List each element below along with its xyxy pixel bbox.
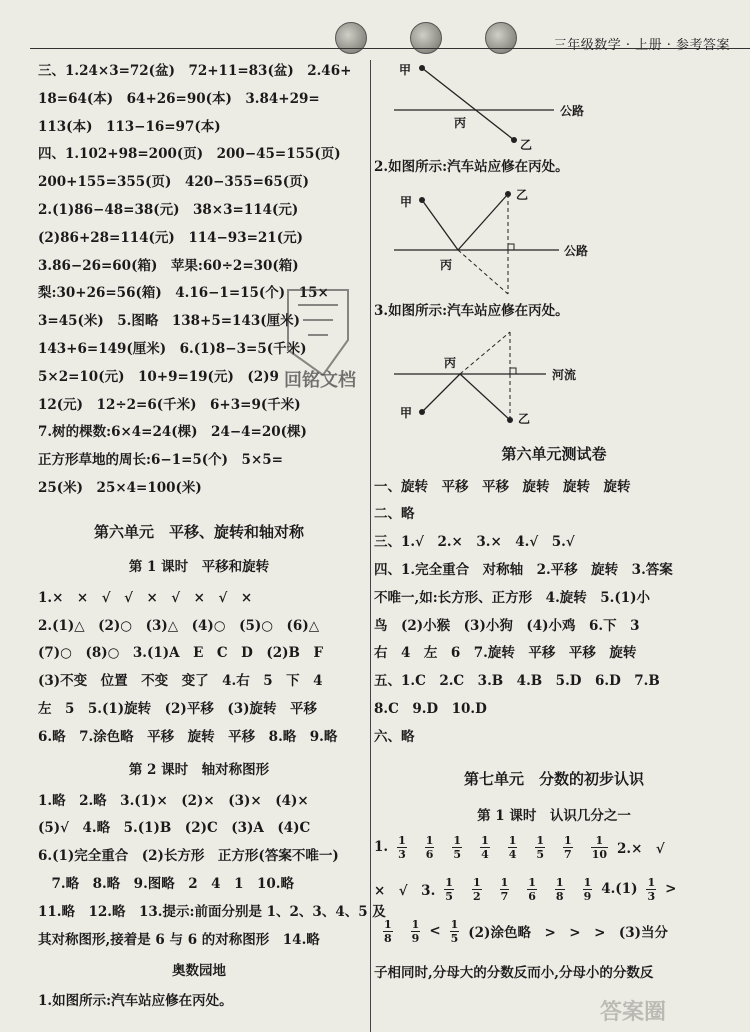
answer-line: (7)○ (8)○ 3.(1)A E C D (2)B F (38, 645, 324, 662)
fraction (527, 876, 537, 903)
point-b-label: 乙 (520, 138, 533, 152)
answer-line: 三、1.24×3=72(盆) 72+11=83(盆) 2.46+ (38, 63, 352, 79)
answer-line: 梨:30+26=56(箱) 4.16−1=15(个) 15× (38, 285, 329, 302)
fraction-row-text: × √ 3. (374, 883, 436, 900)
denominator: 4 (508, 847, 517, 861)
answer-line: (3)不变 位置 不变 变了 4.右 5 下 4 (38, 673, 323, 690)
point-a-label: 甲 (399, 63, 412, 77)
decorative-emblem-icon (335, 22, 367, 54)
denominator: 9 (411, 931, 420, 945)
denominator: 5 (536, 847, 545, 861)
numerator: 1 (591, 834, 608, 848)
right-column (374, 58, 734, 987)
fraction-row-text: 4.(1) (601, 881, 638, 898)
point-b-label: 乙 (518, 411, 531, 426)
answer-line: 2.(1)86−48=38(元) 38×3=114(元) (38, 201, 299, 218)
numerator: 1 (453, 833, 462, 847)
numerator: 1 (508, 833, 517, 847)
fraction (646, 876, 656, 903)
bus-stop-diagram-2 (374, 182, 734, 298)
point-c-label: 丙 (440, 257, 453, 272)
answer-line: 12(元) 12÷2=6(千米) 6+3=9(千米) (38, 396, 301, 413)
denominator: 5 (453, 847, 462, 861)
answer-line: 7.树的棵数:6×4=24(棵) 24−4=20(棵) (38, 424, 307, 441)
denominator: 9 (583, 889, 592, 903)
point-c-label: 丙 (454, 116, 467, 130)
fraction-row-text: 2.× √ (617, 841, 665, 858)
fraction (583, 876, 593, 903)
fraction (563, 834, 573, 861)
answer-line: 一、旋转 平移 平移 旋转 旋转 旋转 (374, 478, 631, 495)
answer-line: 25(米) 25×4=100(米) (38, 479, 202, 496)
fraction (535, 834, 545, 861)
fraction (450, 918, 460, 945)
fraction (411, 918, 421, 945)
denominator: 6 (425, 847, 434, 861)
numerator: 1 (564, 833, 572, 847)
answer-line: 其对称图形,接着是 6 与 6 的对称图形 14.略 (38, 931, 320, 948)
numerator: 1 (555, 875, 564, 889)
header-rule (30, 48, 750, 49)
denominator: 10 (591, 847, 607, 861)
note-2: 2.如图所示:汽车站应修在丙处。 (374, 159, 569, 175)
numerator: 1 (425, 833, 434, 847)
point-a-label: 甲 (400, 405, 413, 420)
answer-line: 3.86−26=60(箱) 苹果:60÷2=30(箱) (38, 257, 299, 274)
answer-line: 正方形草地的周长:6−1=5(个) 5×5= (38, 452, 283, 469)
fraction (383, 918, 393, 945)
unit6-test-answers (374, 474, 734, 752)
stamp-watermark-icon (278, 280, 358, 380)
numerator: 1 (528, 875, 536, 889)
decorative-emblem-icon (410, 22, 442, 54)
diagram-2-lines (374, 182, 734, 298)
note-3: 3.如图所示:汽车站应修在丙处。 (374, 302, 569, 319)
denominator: 6 (528, 889, 536, 903)
denominator: 3 (398, 847, 406, 861)
answer-line: 113(本) 113−16=97(本) (38, 118, 221, 135)
point-c-label: 丙 (444, 355, 457, 370)
answer-line: 五、1.C 2.C 3.B 4.B 5.D 6.D 7.B (374, 673, 660, 690)
answer-line: 不唯一,如:长方形、正方形 4.旋转 5.(1)小 (374, 589, 651, 606)
denominator: 4 (481, 847, 489, 861)
fraction-row-text: (2)涂色略 > > > (3)当分 (468, 925, 669, 942)
unit6-title: 第六单元 平移、旋转和轴对称 (93, 522, 304, 541)
answer-line: 11.略 12.略 13.提示:前面分别是 1、2、3、4、5 及 (38, 903, 386, 920)
unit6-lesson2-answers (38, 788, 386, 955)
answer-line: 6.略 7.涂色略 平移 旋转 平移 8.略 9.略 (38, 728, 338, 745)
answer-line: 6.(1)完全重合 (2)长方形 正方形(答案不唯一) (38, 848, 339, 865)
fraction-row-3 (374, 918, 734, 960)
footer-watermark: 答案圈 (600, 999, 667, 1025)
bus-stop-diagram-1 (374, 58, 734, 154)
fraction (452, 834, 462, 861)
fraction-row-text: < (429, 923, 441, 940)
fraction-row-text: 1. (374, 839, 389, 856)
road-label: 公路 (560, 104, 585, 118)
denominator: 7 (500, 889, 509, 903)
point-a-label: 甲 (400, 194, 413, 209)
denominator: 5 (450, 931, 459, 945)
numerator: 1 (411, 917, 420, 931)
decorative-emblem-icon (485, 22, 517, 54)
left-column (38, 58, 386, 1016)
answer-line: 200+155=355(页) 420−355=65(页) (38, 174, 309, 191)
garden-title: 奥数园地 (172, 963, 226, 980)
header-title: 三年级数学 · 上册 · 参考答案 (553, 38, 730, 53)
numerator: 1 (536, 833, 545, 847)
answer-line: 1.略 2.略 3.(1)× (2)× (3)× (4)× (38, 792, 309, 809)
unit6-lesson2-title: 第 2 课时 轴对称图形 (128, 761, 270, 778)
answer-line: 二、略 (374, 506, 415, 523)
denominator: 8 (555, 889, 564, 903)
numerator: 1 (398, 833, 406, 847)
river-label: 河流 (552, 367, 577, 382)
denominator: 8 (384, 931, 392, 945)
fraction (425, 834, 435, 861)
fraction (591, 834, 608, 861)
answer-line: 鸟 (2)小猴 (3)小狗 (4)小鸡 6.下 3 (374, 617, 640, 634)
answer-line: 2.(1)△ (2)○ (3)△ (4)○ (5)○ (6)△ (38, 617, 320, 634)
page-header (300, 8, 740, 53)
diagram-1-lines (374, 58, 734, 154)
numerator: 1 (450, 917, 459, 931)
fraction-row-1 (374, 834, 734, 876)
unit6-lesson1-answers (38, 585, 360, 752)
answer-line: (2)86+28=114(元) 114−93=21(元) (38, 229, 303, 246)
numerator: 1 (500, 875, 509, 889)
answer-line: 3=45(米) 5.图略 138+5=143(厘米) (38, 313, 301, 330)
denominator: 2 (472, 889, 481, 903)
numerator: 1 (583, 875, 592, 889)
fraction (472, 876, 482, 903)
fraction (500, 876, 510, 903)
numerator: 1 (472, 875, 481, 889)
answer-line: (5)√ 4.略 5.(1)B (2)C (3)A (4)C (38, 820, 311, 837)
point-b-label: 乙 (516, 187, 529, 202)
unit7-lesson1-title: 第 1 课时 认识几分之一 (477, 807, 631, 824)
answer-line: 六、略 (374, 728, 415, 745)
answer-line: 右 4 左 6 7.旋转 平移 平移 旋转 (374, 645, 637, 662)
fraction-row-2 (374, 876, 734, 918)
numerator: 1 (384, 917, 392, 931)
denominator: 3 (647, 889, 656, 903)
denominator: 7 (564, 847, 572, 861)
answer-line: 1.× × √ √ × √ × √ × (38, 589, 253, 606)
answer-line: 5×2=10(元) 10+9=19(元) (2)9 (38, 368, 279, 385)
bus-stop-diagram-3 (374, 326, 734, 424)
fraction (480, 834, 490, 861)
unit6-lesson1-title: 第 1 课时 平移和旋转 (128, 558, 270, 575)
answer-line: 18=64(本) 64+26=90(本) 3.84+29= (38, 90, 320, 107)
fraction-row-text: > (665, 881, 677, 898)
answer-line: 三、1.√ 2.× 3.× 4.√ 5.√ (374, 534, 575, 551)
answer-line: 四、1.完全重合 对称轴 2.平移 旋转 3.答案 (374, 561, 673, 578)
road-label: 公路 (564, 243, 589, 258)
answer-line: 8.C 9.D 10.D (374, 700, 487, 717)
fraction (508, 834, 518, 861)
numerator: 1 (481, 833, 489, 847)
unit7-title: 第七单元 分数的初步认识 (463, 769, 644, 788)
fraction (397, 834, 407, 861)
denominator: 5 (445, 889, 453, 903)
answer-line: 左 5 5.(1)旋转 (2)平移 (3)旋转 平移 (38, 700, 317, 717)
fraction (555, 876, 565, 903)
answer-line: 7.略 8.略 9.图略 2 4 1 10.略 (38, 875, 294, 892)
garden-answer: 1.如图所示:汽车站应修在丙处。 (38, 993, 233, 1010)
fraction (444, 876, 454, 903)
numerator: 1 (445, 875, 453, 889)
answer-line: 143+6=149(厘米) 6.(1)8−3=5(千米) (38, 340, 307, 357)
stamp-watermark-text: 回铭文档 (284, 370, 356, 391)
fraction-rule-text: 子相同时,分母大的分数反而小,分母小的分数反 (374, 964, 654, 981)
unit6-test-title: 第六单元测试卷 (501, 444, 607, 463)
answer-line: 四、1.102+98=200(页) 200−45=155(页) (38, 146, 341, 163)
numerator: 1 (647, 875, 656, 889)
column-divider (370, 60, 371, 1032)
